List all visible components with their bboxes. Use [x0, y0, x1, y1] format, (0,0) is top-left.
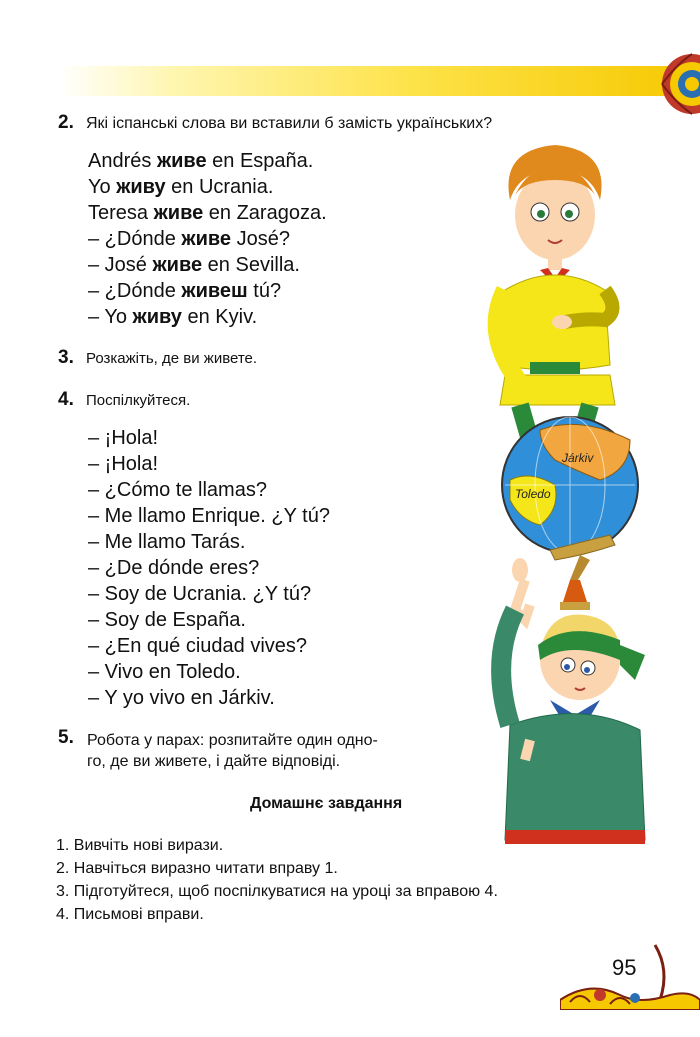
exercise-5-prompt: Робота у парах: розпитайте один одно- го, де ви живете, і дайте відповіді. — [87, 732, 378, 770]
globe-city-label-2: Toledo — [515, 487, 551, 501]
dialogue-line: – Me llamo Enrique. ¿Y tú? — [88, 505, 330, 527]
homework-item: 4. Письмові вправи. — [56, 906, 204, 923]
exercise-3-prompt: Розкажіть, де ви живете. — [86, 350, 258, 367]
sentence-line: – José живе en Sevilla. — [88, 254, 300, 276]
exercise-2-sentences — [88, 148, 327, 330]
exercise-4-number: 4. — [58, 389, 74, 410]
exercise-2-prompt: Які іспанські слова ви вставили б замість українських? — [86, 115, 493, 132]
dialogue-line: – ¡Hola! — [88, 453, 159, 475]
sentence-line: – ¿Dónde живе José? — [88, 228, 290, 250]
dialogue-line: – ¿Cómo te llamas? — [88, 479, 267, 501]
dialogue-line: – Me llamo Tarás. — [88, 531, 246, 553]
homework-item: 3. Підготуйтеся, щоб поспілкуватися на уроці за вправою 4. — [56, 883, 498, 900]
corner-ornament-icon — [652, 44, 700, 124]
sentence-line: Teresa живе en Zaragoza. — [88, 202, 327, 224]
dialogue-line: – ¡Hola! — [88, 427, 159, 449]
dialogue-line: – Soy de Ucrania. ¿Y tú? — [88, 583, 312, 605]
dialogue-line: – ¿De dónde eres? — [88, 557, 260, 579]
sentence-line: Yo живу en Ucrania. — [88, 176, 274, 198]
exercise-5-number: 5. — [58, 727, 74, 748]
dialogue-line: – Vivo en Toledo. — [88, 661, 241, 683]
dialogue-line: – Soy de España. — [88, 609, 246, 631]
sentence-line: – Yo живу en Kyiv. — [88, 306, 258, 328]
dialogue-line: – Y yo vivo en Járkiv. — [88, 687, 275, 709]
exercise-3-number: 3. — [58, 347, 74, 368]
globe-city-label-1: Járkiv — [562, 451, 594, 465]
boy-figure — [497, 145, 615, 440]
page-number: 95 — [612, 955, 637, 980]
exercise-4-prompt: Поспілкуйтеся. — [86, 392, 191, 409]
children-with-globe-illustration — [470, 140, 695, 860]
homework-item: 2. Навчіться виразно читати вправу 1. — [56, 860, 338, 877]
exercise-4-dialogue — [88, 425, 330, 711]
page-corner-ornament-icon — [560, 940, 700, 1010]
homework-title: Домашнє завдання — [250, 795, 403, 812]
homework-item: 1. Вивчіть нові вирази. — [56, 837, 224, 854]
header-bar — [58, 66, 698, 96]
sentence-line: Andrés живе en España. — [88, 150, 314, 172]
homework-list — [56, 834, 498, 926]
sentence-line: – ¿Dónde живеш tú? — [88, 280, 282, 302]
exercise-2-number: 2. — [58, 112, 74, 133]
dialogue-line: – ¿En qué ciudad vives? — [88, 635, 308, 657]
